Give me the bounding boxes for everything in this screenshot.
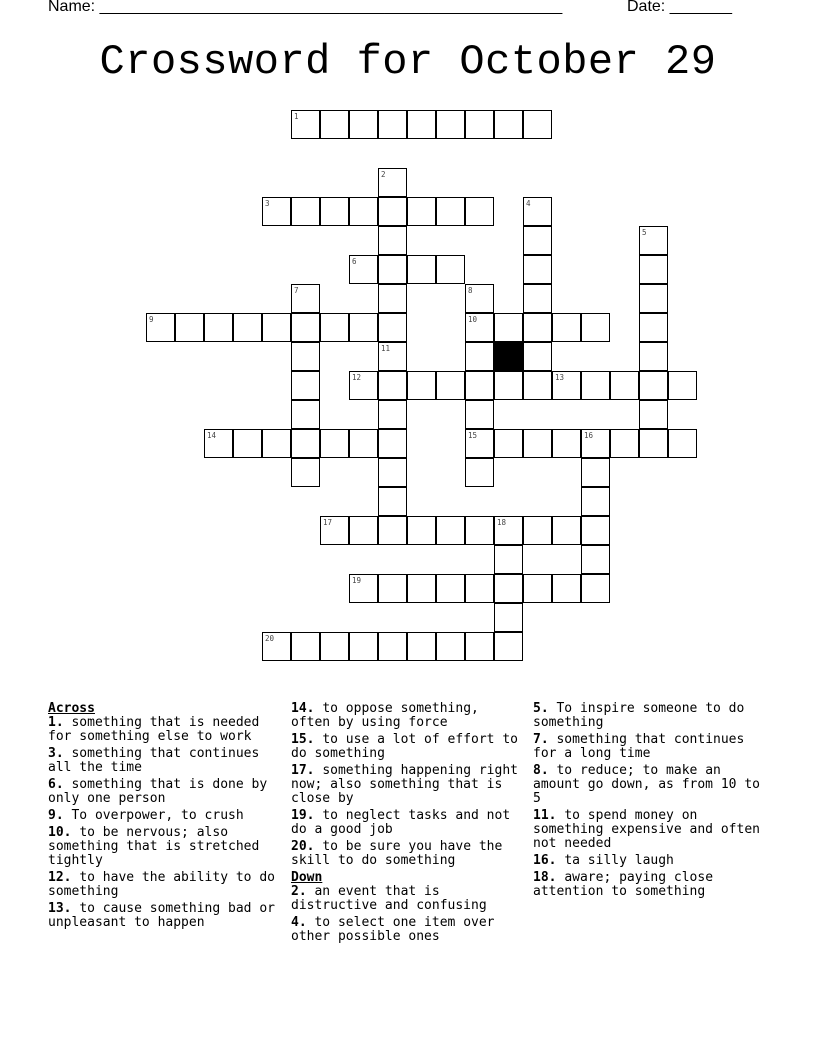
grid-cell[interactable] (465, 516, 494, 545)
clue-text: something happening right now; also something that is close by (291, 763, 518, 806)
grid-cell[interactable] (378, 632, 407, 661)
clue-number: 8. (533, 763, 549, 778)
clue-text: aware; paying close attention to something (533, 870, 714, 899)
clue-text: to neglect tasks and not do a good job (291, 808, 511, 837)
clue-number: 10. (48, 825, 72, 840)
grid-cell[interactable] (320, 110, 349, 139)
down-clue (291, 885, 523, 913)
clue-text: to cause something bad or unpleasant to happen (48, 901, 275, 930)
cell-number: 17 (323, 518, 333, 527)
grid-cell[interactable] (436, 632, 465, 661)
clue-number: 1. (48, 715, 64, 730)
clue-text: To inspire someone to do something (533, 701, 745, 730)
clue-text: something that continues for a long time (533, 732, 745, 761)
grid-cell[interactable] (639, 284, 668, 313)
grid-cell[interactable] (465, 632, 494, 661)
cell-number: 11 (381, 344, 391, 353)
grid-cell[interactable] (639, 371, 668, 400)
clue-text: to be sure you have the skill to do something (291, 839, 503, 868)
grid-cell[interactable] (639, 313, 668, 342)
grid-cell[interactable] (378, 197, 407, 226)
cell-number: 1 (294, 112, 299, 121)
clue-number: 2. (291, 884, 307, 899)
cell-number: 6 (352, 257, 357, 266)
down-clue (533, 702, 765, 730)
grid-cell[interactable] (320, 313, 349, 342)
grid-cell[interactable] (378, 255, 407, 284)
grid-cell[interactable] (378, 516, 407, 545)
grid-cell[interactable] (668, 371, 697, 400)
clue-text: to select one item over other possible ones (291, 915, 495, 944)
grid-cell[interactable] (349, 429, 378, 458)
grid-cell[interactable] (204, 313, 233, 342)
across-clue (291, 809, 523, 837)
grid-cell[interactable] (552, 516, 581, 545)
grid-cell[interactable] (291, 429, 320, 458)
grid-cell[interactable] (523, 313, 552, 342)
clue-number: 9. (48, 808, 64, 823)
clue-number: 14. (291, 701, 315, 716)
grid-cell[interactable] (465, 197, 494, 226)
grid-cell[interactable] (378, 400, 407, 429)
grid-cell[interactable] (465, 110, 494, 139)
across-clue (291, 840, 523, 868)
clue-text: to spend money on something expensive and often not needed (533, 808, 760, 851)
cell-number: 16 (584, 431, 594, 440)
clue-number: 11. (533, 808, 557, 823)
across-clue (48, 826, 280, 868)
across-clue (48, 778, 280, 806)
grid-cell[interactable] (320, 197, 349, 226)
grid-cell[interactable] (581, 516, 610, 545)
grid-cell[interactable] (523, 574, 552, 603)
down-clue (533, 733, 765, 761)
across-clue (48, 871, 280, 899)
cell-number: 20 (265, 634, 275, 643)
cell-number: 7 (294, 286, 299, 295)
grid-cell[interactable] (639, 400, 668, 429)
grid-cell[interactable] (552, 313, 581, 342)
grid-cell[interactable] (581, 458, 610, 487)
across-heading: Across (48, 701, 95, 716)
grid-cell[interactable] (552, 574, 581, 603)
date-field-label: Date: _______ (627, 0, 732, 15)
page-title: Crossword for October 29 (99, 38, 717, 86)
grid-cell[interactable] (233, 313, 262, 342)
grid-cell[interactable] (668, 429, 697, 458)
cell-number: 2 (381, 170, 386, 179)
grid-cell[interactable] (291, 632, 320, 661)
grid-cell[interactable] (523, 429, 552, 458)
clue-column-1 (48, 702, 280, 933)
clue-number: 3. (48, 746, 64, 761)
cell-number: 10 (468, 315, 478, 324)
grid-cell[interactable] (581, 371, 610, 400)
grid-cell[interactable] (262, 429, 291, 458)
grid-cell[interactable] (581, 574, 610, 603)
clue-number: 4. (291, 915, 307, 930)
grid-cell[interactable] (436, 197, 465, 226)
clue-text: ta silly laugh (564, 853, 674, 868)
blocked-cell (494, 342, 523, 371)
cell-number: 19 (352, 576, 362, 585)
grid-cell[interactable] (610, 371, 639, 400)
grid-cell[interactable] (378, 284, 407, 313)
grid-cell[interactable] (378, 429, 407, 458)
clue-text: to have the ability to do something (48, 870, 275, 899)
grid-cell[interactable] (465, 371, 494, 400)
down-clue (533, 854, 765, 868)
grid-cell[interactable] (320, 632, 349, 661)
clue-number: 13. (48, 901, 72, 916)
down-heading: Down (291, 870, 323, 885)
cell-number: 15 (468, 431, 478, 440)
cell-number: 13 (555, 373, 565, 382)
grid-cell[interactable] (291, 458, 320, 487)
grid-cell[interactable] (378, 574, 407, 603)
grid-cell[interactable] (494, 110, 523, 139)
cell-number: 12 (352, 373, 362, 382)
grid-cell[interactable] (436, 371, 465, 400)
clue-text: to use a lot of effort to do something (291, 732, 518, 761)
grid-cell[interactable] (465, 574, 494, 603)
grid-cell[interactable] (581, 545, 610, 574)
grid-cell[interactable] (407, 110, 436, 139)
grid-cell[interactable] (407, 574, 436, 603)
grid-cell[interactable] (436, 516, 465, 545)
clue-number: 12. (48, 870, 72, 885)
across-clue (48, 902, 280, 930)
clue-text: to oppose something, often by using force (291, 701, 479, 730)
grid-cell[interactable] (378, 110, 407, 139)
grid-cell[interactable] (494, 371, 523, 400)
clue-text: To overpower, to crush (71, 808, 244, 823)
grid-cell[interactable] (494, 574, 523, 603)
grid-cell[interactable] (407, 632, 436, 661)
grid-cell[interactable] (523, 516, 552, 545)
grid-cell[interactable] (552, 429, 581, 458)
grid-cell[interactable] (378, 313, 407, 342)
grid-cell[interactable] (523, 255, 552, 284)
grid-cell[interactable] (639, 342, 668, 371)
clue-number: 17. (291, 763, 315, 778)
grid-cell[interactable] (436, 255, 465, 284)
grid-cell[interactable] (349, 197, 378, 226)
grid-cell[interactable] (436, 110, 465, 139)
clue-column-2 (291, 702, 523, 947)
grid-cell[interactable] (581, 313, 610, 342)
grid-cell[interactable] (291, 342, 320, 371)
grid-cell[interactable] (378, 226, 407, 255)
grid-cell[interactable] (407, 197, 436, 226)
clue-column-3 (533, 702, 765, 902)
grid-cell[interactable] (610, 429, 639, 458)
cell-number: 5 (642, 228, 647, 237)
grid-cell[interactable] (494, 603, 523, 632)
grid-cell[interactable] (523, 371, 552, 400)
grid-cell[interactable] (291, 371, 320, 400)
grid-cell[interactable] (233, 429, 262, 458)
grid-cell[interactable] (378, 458, 407, 487)
grid-cell[interactable] (465, 342, 494, 371)
cell-number: 9 (149, 315, 154, 324)
grid-cell[interactable] (581, 487, 610, 516)
name-field-label: Name: ____________________________________________________ (48, 0, 563, 15)
grid-cell[interactable] (494, 429, 523, 458)
clue-number: 15. (291, 732, 315, 747)
clue-number: 19. (291, 808, 315, 823)
cell-number: 4 (526, 199, 531, 208)
grid-cell[interactable] (378, 371, 407, 400)
across-clue (291, 764, 523, 806)
grid-cell[interactable] (349, 110, 378, 139)
grid-cell[interactable] (639, 429, 668, 458)
down-clue (533, 809, 765, 851)
clue-number: 5. (533, 701, 549, 716)
across-clue (291, 702, 523, 730)
grid-cell[interactable] (291, 400, 320, 429)
across-clue (48, 809, 280, 823)
clue-text: something that continues all the time (48, 746, 260, 775)
grid-cell[interactable] (175, 313, 204, 342)
grid-cell[interactable] (407, 371, 436, 400)
grid-cell[interactable] (262, 313, 291, 342)
grid-cell[interactable] (320, 429, 349, 458)
grid-cell[interactable] (465, 458, 494, 487)
grid-cell[interactable] (407, 516, 436, 545)
cell-number: 8 (468, 286, 473, 295)
grid-cell[interactable] (523, 110, 552, 139)
across-clue (291, 733, 523, 761)
down-clue (291, 916, 523, 944)
cell-number: 18 (497, 518, 507, 527)
down-clue (533, 764, 765, 806)
clue-text: an event that is distructive and confusing (291, 884, 487, 913)
clue-text: something that is done by only one person (48, 777, 268, 806)
grid-cell[interactable] (494, 545, 523, 574)
clue-number: 16. (533, 853, 557, 868)
grid-cell[interactable] (436, 574, 465, 603)
cell-number: 14 (207, 431, 217, 440)
across-clue (48, 747, 280, 775)
grid-cell[interactable] (465, 400, 494, 429)
grid-cell[interactable] (291, 313, 320, 342)
cell-number: 3 (265, 199, 270, 208)
clue-number: 7. (533, 732, 549, 747)
grid-cell[interactable] (349, 632, 378, 661)
clue-text: to be nervous; also something that is stretched tightly (48, 825, 260, 868)
grid-cell[interactable] (523, 226, 552, 255)
clue-text: something that is needed for something else to work (48, 715, 260, 744)
across-clue (48, 716, 280, 744)
clue-number: 18. (533, 870, 557, 885)
down-clue (533, 871, 765, 899)
grid-cell[interactable] (494, 632, 523, 661)
grid-cell[interactable] (494, 313, 523, 342)
grid-cell[interactable] (291, 197, 320, 226)
grid-cell[interactable] (639, 255, 668, 284)
clue-text: to reduce; to make an amount go down, as from 10 to 5 (533, 763, 760, 806)
grid-cell[interactable] (349, 516, 378, 545)
clue-number: 6. (48, 777, 64, 792)
clue-number: 20. (291, 839, 315, 854)
grid-cell[interactable] (523, 342, 552, 371)
grid-cell[interactable] (407, 255, 436, 284)
grid-cell[interactable] (523, 284, 552, 313)
grid-cell[interactable] (378, 487, 407, 516)
grid-cell[interactable] (349, 313, 378, 342)
